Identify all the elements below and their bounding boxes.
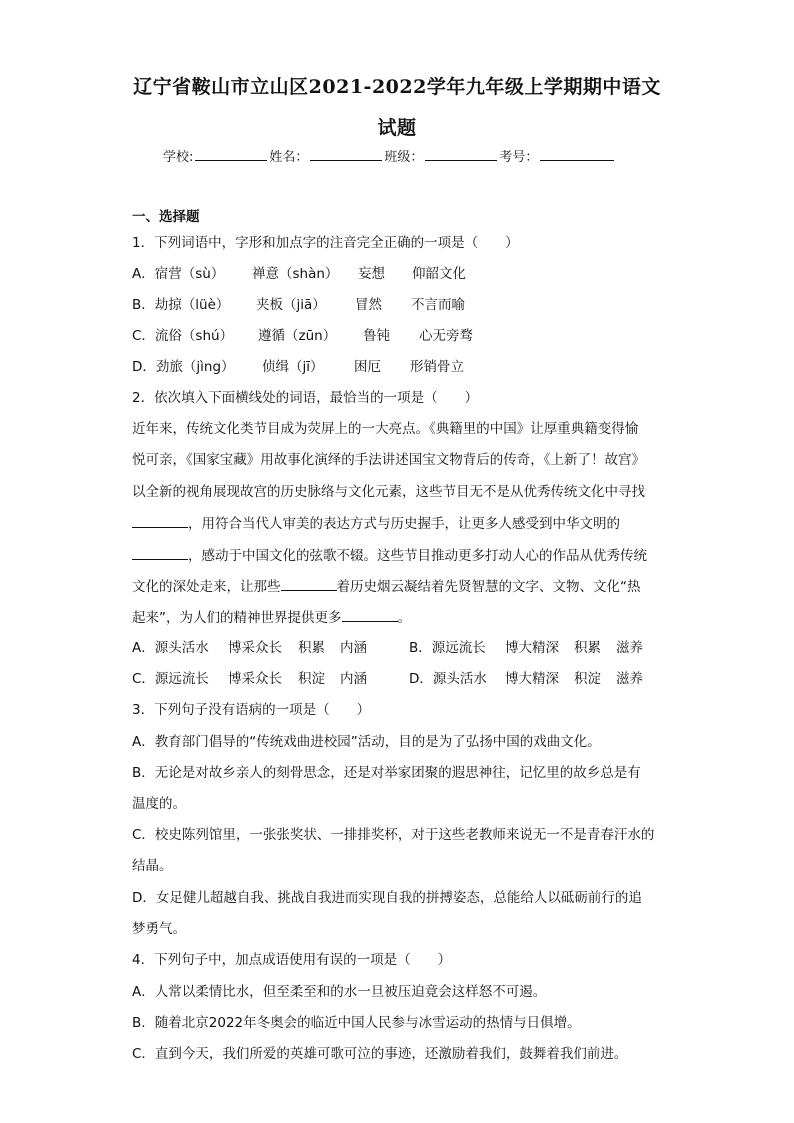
question-2-passage-line: 以全新的视角展现故宫的历史脉络与文化元素，这些节目无不是从优秀传统文化中寻找 xyxy=(132,484,645,500)
option-word: 侦缉（jī） xyxy=(262,359,324,375)
option-word: D．源头活水 xyxy=(409,671,487,687)
passage-text: 文化的深处走来，让那些 xyxy=(132,579,281,595)
question-1-option-b xyxy=(132,297,465,313)
fill-blank-3[interactable] xyxy=(281,578,337,591)
question-1-option-a xyxy=(132,266,466,282)
school-label: 学校: xyxy=(163,150,194,165)
option-word: 内涵 xyxy=(340,671,367,687)
option-word: A．源头活水 xyxy=(132,640,209,656)
class-label: 班级： xyxy=(384,150,424,165)
passage-text: 。 xyxy=(397,610,411,626)
option-word: 内涵 xyxy=(340,640,367,656)
question-2-passage-line: 近年来，传统文化类节目成为荧屏上的一大亮点。《典籍里的中国》让厚重典籍变得愉 xyxy=(132,421,639,437)
page-title: 辽宁省鞍山市立山区2021-2022学年九年级上学期期中语文 xyxy=(133,76,661,98)
question-2-options-cd xyxy=(132,671,643,687)
option-word: 鲁钝 xyxy=(363,328,390,344)
exam-no-blank[interactable] xyxy=(540,148,614,161)
question-2-stem: 2．依次填入下面横线处的词语，最恰当的一项是（ ） xyxy=(132,390,479,406)
option-word: 滋养 xyxy=(616,671,643,687)
question-3-option-c-cont: 结晶。 xyxy=(132,858,173,874)
page-title-continued: 试题 xyxy=(377,117,417,139)
fill-blank-2[interactable] xyxy=(132,547,188,560)
name-blank[interactable] xyxy=(310,148,382,161)
question-3-option-d: D．女足健儿超越自我、挑战自我进而实现自我的拼搏姿态，总能给人以砥砺前行的追 xyxy=(132,890,642,906)
question-2-passage-line xyxy=(132,547,647,564)
question-1-stem: 1．下列词语中，字形和加点字的注音完全正确的一项是（ ） xyxy=(132,235,519,251)
question-4-option-a: A．人常以柔情比水，但至柔至和的水一旦被压迫竟会这样怒不可遏。 xyxy=(132,984,547,1000)
question-2-passage-line: 悦可亲，《国家宝藏》用故事化演绎的手法讲述国宝文物背后的传奇，《上新了！故宫》 xyxy=(132,452,645,468)
question-4-option-b: B．随着北京2022年冬奥会的临近中国人民参与冰雪运动的热情与日俱增。 xyxy=(132,1015,581,1031)
fill-blank-1[interactable] xyxy=(132,515,188,528)
passage-text: 着历史烟云凝结着先贤智慧的文字、文物、文化“热 xyxy=(336,579,641,595)
question-2-passage-line xyxy=(132,609,411,626)
question-3-option-d-cont: 梦勇气。 xyxy=(132,921,186,937)
section-heading: 一、选择题 xyxy=(132,209,200,225)
option-word: 积累 xyxy=(574,640,601,656)
passage-text: 起来”，为人们的精神世界提供更多 xyxy=(132,610,342,626)
question-1-option-d xyxy=(132,359,464,375)
class-blank[interactable] xyxy=(425,148,497,161)
option-word: 禅意（shàn） xyxy=(252,266,339,282)
question-4-option-c: C．直到今天，我们所爱的英雄可歌可泣的事迹，还激励着我们，鼓舞着我们前进。 xyxy=(132,1046,628,1062)
option-word: 滋养 xyxy=(616,640,643,656)
option-word: 积淀 xyxy=(574,671,601,687)
option-word: 遵循（zūn） xyxy=(258,328,337,344)
option-word: 博大精深 xyxy=(505,671,559,687)
option-word: 博采众长 xyxy=(228,640,282,656)
option-word: A．宿营（sù） xyxy=(132,266,225,282)
question-3-option-b-cont: 温度的。 xyxy=(132,796,186,812)
question-2-passage-line xyxy=(132,515,620,532)
exam-no-label: 考号： xyxy=(499,150,539,165)
question-2-options-ab xyxy=(132,640,643,656)
option-word: B．源远流长 xyxy=(409,640,486,656)
option-word: 冒然 xyxy=(355,297,382,313)
option-word: 妄想 xyxy=(358,266,385,282)
question-3-option-b: B．无论是对故乡亲人的刻骨思念，还是对举家团聚的遐思神往，记忆里的故乡总是有 xyxy=(132,765,641,781)
student-info-line xyxy=(163,146,616,165)
option-word: 夹板（jiā） xyxy=(256,297,326,313)
question-1-option-c xyxy=(132,328,473,344)
option-word: 博采众长 xyxy=(228,671,282,687)
option-word: C．源远流长 xyxy=(132,671,209,687)
option-word: D．劲旅（jìng） xyxy=(132,359,235,375)
option-word: 不言而喻 xyxy=(411,297,465,313)
option-word: 心无旁骛 xyxy=(419,328,473,344)
name-label: 姓名： xyxy=(269,150,309,165)
passage-text: ，感动于中国文化的弦歌不辍。这些节目推动更多打动人心的作品从优秀传统 xyxy=(188,548,647,564)
question-2-passage-line xyxy=(132,578,641,595)
question-3-option-a: A．教育部门倡导的“传统戏曲进校园”活动，目的是为了弘扬中国的戏曲文化。 xyxy=(132,734,601,750)
option-word: B．劫掠（lüè） xyxy=(132,297,230,313)
question-4-stem: 4．下列句子中，加点成语使用有误的一项是（ ） xyxy=(132,952,452,968)
question-3-stem: 3．下列句子没有语病的一项是（ ） xyxy=(132,702,371,718)
question-3-option-c: C．校史陈列馆里，一张张奖状、一排排奖杯，对于这些老教师来说无一不是青春汗水的 xyxy=(132,827,655,843)
option-word: 积累 xyxy=(298,640,325,656)
option-word: 积淀 xyxy=(298,671,325,687)
option-word: 形销骨立 xyxy=(410,359,464,375)
passage-text: ，用符合当代人审美的表达方式与历史握手，让更多人感受到中华文明的 xyxy=(188,516,620,532)
option-word: 博大精深 xyxy=(505,640,559,656)
option-word: 仰韶文化 xyxy=(412,266,466,282)
option-word: C．流俗（shú） xyxy=(132,328,234,344)
option-word: 困厄 xyxy=(354,359,381,375)
school-blank[interactable] xyxy=(195,148,267,161)
fill-blank-4[interactable] xyxy=(342,609,398,622)
